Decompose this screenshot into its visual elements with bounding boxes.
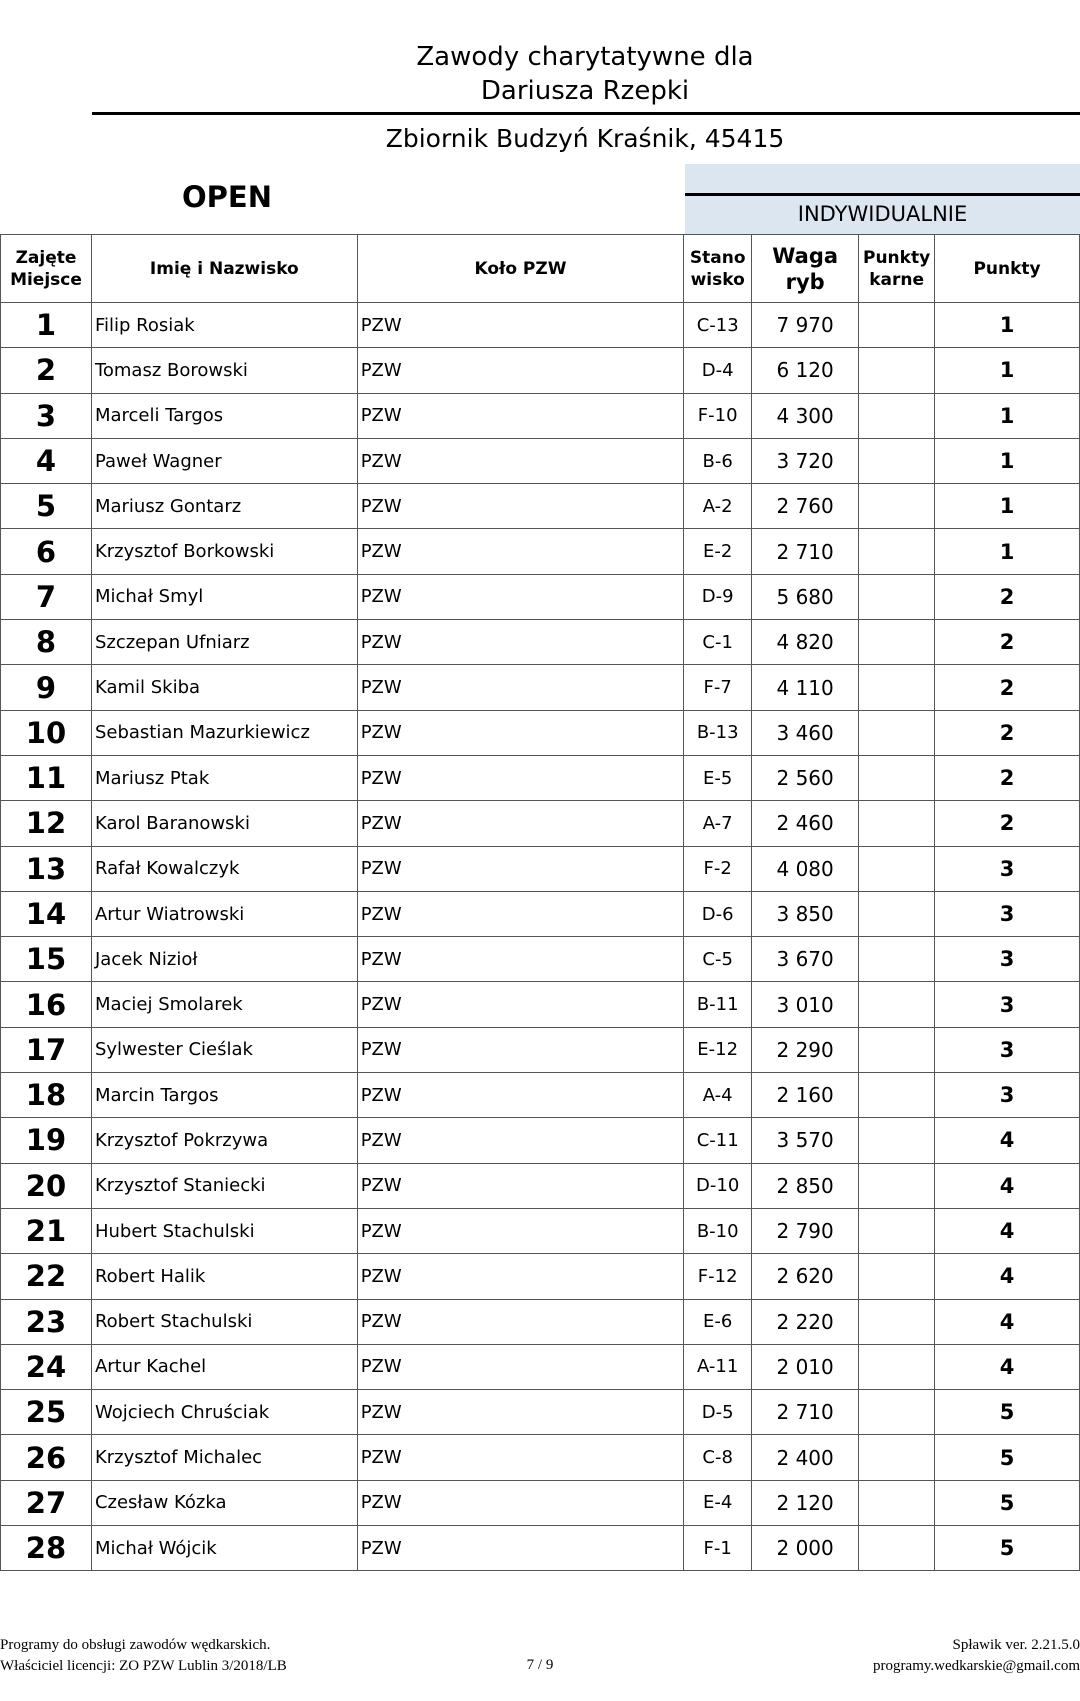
row-place: 23 xyxy=(1,1299,92,1344)
row-waga: 2 290 xyxy=(752,1027,859,1072)
row-name: Marceli Targos xyxy=(91,393,357,438)
table-row xyxy=(1,529,1080,574)
row-punkty: 5 xyxy=(935,1526,1080,1571)
row-waga: 4 110 xyxy=(752,665,859,710)
row-penalty xyxy=(859,438,935,483)
table-row xyxy=(1,801,1080,846)
row-name: Karol Baranowski xyxy=(91,801,357,846)
row-stanowisko: D-4 xyxy=(684,348,752,393)
row-place: 6 xyxy=(1,529,92,574)
row-name: Wojciech Chruściak xyxy=(91,1390,357,1435)
row-club: PZW xyxy=(357,438,684,483)
row-punkty: 3 xyxy=(935,846,1080,891)
row-stanowisko: C-8 xyxy=(684,1435,752,1480)
row-name: Hubert Stachulski xyxy=(91,1208,357,1253)
row-waga: 2 790 xyxy=(752,1208,859,1253)
row-punkty: 1 xyxy=(935,393,1080,438)
row-punkty: 3 xyxy=(935,1027,1080,1072)
row-place: 4 xyxy=(1,438,92,483)
row-punkty: 3 xyxy=(935,891,1080,936)
table-row xyxy=(1,484,1080,529)
row-penalty xyxy=(859,1254,935,1299)
row-place: 10 xyxy=(1,710,92,755)
row-waga: 2 400 xyxy=(752,1435,859,1480)
venue-subtitle: Zbiornik Budzyń Kraśnik, 45415 xyxy=(385,124,785,153)
row-club: PZW xyxy=(357,484,684,529)
row-stanowisko: E-6 xyxy=(684,1299,752,1344)
row-place: 13 xyxy=(1,846,92,891)
row-club: PZW xyxy=(357,1299,684,1344)
row-waga: 2 710 xyxy=(752,1390,859,1435)
row-club: PZW xyxy=(357,982,684,1027)
row-penalty xyxy=(859,710,935,755)
row-punkty: 2 xyxy=(935,665,1080,710)
row-waga: 2 010 xyxy=(752,1344,859,1389)
row-place: 26 xyxy=(1,1435,92,1480)
row-punkty: 3 xyxy=(935,937,1080,982)
table-row xyxy=(1,1163,1080,1208)
row-place: 9 xyxy=(1,665,92,710)
row-penalty xyxy=(859,1344,935,1389)
row-punkty: 4 xyxy=(935,1299,1080,1344)
row-waga: 4 820 xyxy=(752,620,859,665)
row-name: Krzysztof Michalec xyxy=(91,1435,357,1480)
row-stanowisko: B-6 xyxy=(684,438,752,483)
table-row xyxy=(1,1435,1080,1480)
row-waga: 2 220 xyxy=(752,1299,859,1344)
row-waga: 7 970 xyxy=(752,303,859,348)
row-name: Tomasz Borowski xyxy=(91,348,357,393)
row-stanowisko: F-7 xyxy=(684,665,752,710)
row-place: 2 xyxy=(1,348,92,393)
row-penalty xyxy=(859,1299,935,1344)
row-waga: 2 460 xyxy=(752,801,859,846)
row-punkty: 4 xyxy=(935,1344,1080,1389)
row-waga: 3 570 xyxy=(752,1118,859,1163)
row-waga: 3 010 xyxy=(752,982,859,1027)
row-club: PZW xyxy=(357,1390,684,1435)
row-name: Czesław Kózka xyxy=(91,1480,357,1525)
row-name: Sebastian Mazurkiewicz xyxy=(91,710,357,755)
title-divider xyxy=(92,112,1080,115)
table-row xyxy=(1,348,1080,393)
row-stanowisko: D-10 xyxy=(684,1163,752,1208)
row-punkty: 3 xyxy=(935,982,1080,1027)
row-club: PZW xyxy=(357,1254,684,1299)
row-place: 20 xyxy=(1,1163,92,1208)
table-row xyxy=(1,620,1080,665)
row-place: 7 xyxy=(1,574,92,619)
row-punkty: 5 xyxy=(935,1390,1080,1435)
row-place: 15 xyxy=(1,937,92,982)
row-stanowisko: C-13 xyxy=(684,303,752,348)
footer-license-text: Właściciel licencji: ZO PZW Lublin 3/2018/LB xyxy=(0,1658,287,1674)
row-penalty xyxy=(859,484,935,529)
footer-email-text: programy.wedkarskie@gmail.com xyxy=(873,1658,1080,1674)
row-stanowisko: C-1 xyxy=(684,620,752,665)
row-name: Sylwester Cieślak xyxy=(91,1027,357,1072)
row-club: PZW xyxy=(357,1118,684,1163)
row-punkty: 5 xyxy=(935,1480,1080,1525)
section-label: INDYWIDUALNIE xyxy=(797,202,968,226)
row-punkty: 4 xyxy=(935,1208,1080,1253)
row-club: PZW xyxy=(357,801,684,846)
row-club: PZW xyxy=(357,620,684,665)
footer-software-text: Programy do obsługi zawodów wędkarskich. xyxy=(0,1637,271,1653)
row-punkty: 1 xyxy=(935,303,1080,348)
row-stanowisko: F-1 xyxy=(684,1526,752,1571)
row-club: PZW xyxy=(357,937,684,982)
row-club: PZW xyxy=(357,574,684,619)
category-label: OPEN xyxy=(182,180,272,214)
row-penalty xyxy=(859,1208,935,1253)
row-waga: 3 720 xyxy=(752,438,859,483)
row-club: PZW xyxy=(357,303,684,348)
table-row xyxy=(1,1027,1080,1072)
row-punkty: 4 xyxy=(935,1254,1080,1299)
table-row xyxy=(1,438,1080,483)
row-penalty xyxy=(859,1480,935,1525)
row-stanowisko: A-4 xyxy=(684,1073,752,1118)
row-place: 1 xyxy=(1,303,92,348)
table-row xyxy=(1,1073,1080,1118)
table-row xyxy=(1,574,1080,619)
row-punkty: 2 xyxy=(935,574,1080,619)
table-row xyxy=(1,1118,1080,1163)
row-name: Filip Rosiak xyxy=(91,303,357,348)
table-row xyxy=(1,665,1080,710)
row-place: 24 xyxy=(1,1344,92,1389)
row-club: PZW xyxy=(357,846,684,891)
row-penalty xyxy=(859,982,935,1027)
row-waga: 2 000 xyxy=(752,1526,859,1571)
row-waga: 2 850 xyxy=(752,1163,859,1208)
row-place: 14 xyxy=(1,891,92,936)
row-place: 12 xyxy=(1,801,92,846)
row-name: Artur Kachel xyxy=(91,1344,357,1389)
row-name: Robert Halik xyxy=(91,1254,357,1299)
row-waga: 3 850 xyxy=(752,891,859,936)
row-penalty xyxy=(859,755,935,800)
row-penalty xyxy=(859,1163,935,1208)
row-stanowisko: B-11 xyxy=(684,982,752,1027)
row-punkty: 1 xyxy=(935,484,1080,529)
table-row xyxy=(1,755,1080,800)
col-header-place: Zajęte Miejsce xyxy=(1,235,92,303)
row-punkty: 4 xyxy=(935,1163,1080,1208)
table-row xyxy=(1,1208,1080,1253)
row-name: Mariusz Gontarz xyxy=(91,484,357,529)
row-waga: 2 560 xyxy=(752,755,859,800)
row-stanowisko: E-2 xyxy=(684,529,752,574)
row-stanowisko: D-6 xyxy=(684,891,752,936)
footer-right xyxy=(740,1635,1080,1677)
row-stanowisko: C-5 xyxy=(684,937,752,982)
row-club: PZW xyxy=(357,1163,684,1208)
row-waga: 2 760 xyxy=(752,484,859,529)
row-club: PZW xyxy=(357,665,684,710)
row-place: 17 xyxy=(1,1027,92,1072)
row-penalty xyxy=(859,846,935,891)
row-waga: 2 160 xyxy=(752,1073,859,1118)
table-row xyxy=(1,982,1080,1027)
row-punkty: 2 xyxy=(935,801,1080,846)
row-waga: 3 460 xyxy=(752,710,859,755)
row-stanowisko: A-11 xyxy=(684,1344,752,1389)
row-penalty xyxy=(859,303,935,348)
row-stanowisko: D-9 xyxy=(684,574,752,619)
row-stanowisko: F-12 xyxy=(684,1254,752,1299)
row-punkty: 1 xyxy=(935,529,1080,574)
row-penalty xyxy=(859,891,935,936)
row-place: 8 xyxy=(1,620,92,665)
row-waga: 3 670 xyxy=(752,937,859,982)
row-place: 19 xyxy=(1,1118,92,1163)
row-penalty xyxy=(859,801,935,846)
row-club: PZW xyxy=(357,1208,684,1253)
row-place: 3 xyxy=(1,393,92,438)
footer-version-text: Spławik ver. 2.21.5.0 xyxy=(952,1637,1080,1653)
row-punkty: 1 xyxy=(935,438,1080,483)
row-name: Michał Wójcik xyxy=(91,1526,357,1571)
table-row xyxy=(1,891,1080,936)
row-place: 21 xyxy=(1,1208,92,1253)
row-name: Artur Wiatrowski xyxy=(91,891,357,936)
row-club: PZW xyxy=(357,529,684,574)
row-penalty xyxy=(859,665,935,710)
row-stanowisko: A-7 xyxy=(684,801,752,846)
row-penalty xyxy=(859,1027,935,1072)
row-club: PZW xyxy=(357,393,684,438)
row-name: Krzysztof Borkowski xyxy=(91,529,357,574)
row-club: PZW xyxy=(357,1344,684,1389)
row-place: 28 xyxy=(1,1526,92,1571)
table-row xyxy=(1,1480,1080,1525)
row-place: 22 xyxy=(1,1254,92,1299)
row-name: Jacek Nizioł xyxy=(91,937,357,982)
page-number: 7 / 9 xyxy=(526,1657,554,1673)
row-club: PZW xyxy=(357,1073,684,1118)
row-stanowisko: E-5 xyxy=(684,755,752,800)
row-name: Krzysztof Staniecki xyxy=(91,1163,357,1208)
row-name: Kamil Skiba xyxy=(91,665,357,710)
row-club: PZW xyxy=(357,710,684,755)
row-place: 11 xyxy=(1,755,92,800)
row-punkty: 1 xyxy=(935,348,1080,393)
row-stanowisko: C-11 xyxy=(684,1118,752,1163)
row-punkty: 3 xyxy=(935,1073,1080,1118)
col-header-club: Koło PZW xyxy=(357,235,684,303)
table-row xyxy=(1,937,1080,982)
col-header-karne: Punkty karne xyxy=(859,235,935,303)
table-row xyxy=(1,1299,1080,1344)
row-club: PZW xyxy=(357,1027,684,1072)
row-waga: 5 680 xyxy=(752,574,859,619)
row-penalty xyxy=(859,1118,935,1163)
results-table xyxy=(0,234,1080,1571)
row-stanowisko: F-2 xyxy=(684,846,752,891)
row-penalty xyxy=(859,1526,935,1571)
row-penalty xyxy=(859,574,935,619)
row-club: PZW xyxy=(357,755,684,800)
table-row xyxy=(1,393,1080,438)
row-punkty: 5 xyxy=(935,1435,1080,1480)
table-row xyxy=(1,1390,1080,1435)
row-stanowisko: E-12 xyxy=(684,1027,752,1072)
col-header-stanowisko: Stano wisko xyxy=(684,235,752,303)
row-name: Robert Stachulski xyxy=(91,1299,357,1344)
row-place: 27 xyxy=(1,1480,92,1525)
row-name: Maciej Smolarek xyxy=(91,982,357,1027)
row-penalty xyxy=(859,620,935,665)
row-penalty xyxy=(859,348,935,393)
row-penalty xyxy=(859,1435,935,1480)
document-title-name: Dariusza Rzepki xyxy=(480,76,690,106)
row-penalty xyxy=(859,393,935,438)
row-penalty xyxy=(859,937,935,982)
row-stanowisko: B-10 xyxy=(684,1208,752,1253)
row-stanowisko: E-4 xyxy=(684,1480,752,1525)
row-name: Marcin Targos xyxy=(91,1073,357,1118)
row-stanowisko: D-5 xyxy=(684,1390,752,1435)
table-header-row xyxy=(1,235,1080,303)
row-club: PZW xyxy=(357,1480,684,1525)
row-name: Mariusz Ptak xyxy=(91,755,357,800)
row-name: Rafał Kowalczyk xyxy=(91,846,357,891)
row-club: PZW xyxy=(357,1435,684,1480)
table-row xyxy=(1,1254,1080,1299)
row-waga: 6 120 xyxy=(752,348,859,393)
row-penalty xyxy=(859,1073,935,1118)
row-stanowisko: A-2 xyxy=(684,484,752,529)
row-penalty xyxy=(859,1390,935,1435)
table-row xyxy=(1,846,1080,891)
row-name: Paweł Wagner xyxy=(91,438,357,483)
table-row xyxy=(1,1526,1080,1571)
row-waga: 4 300 xyxy=(752,393,859,438)
row-waga: 2 120 xyxy=(752,1480,859,1525)
row-penalty xyxy=(859,529,935,574)
row-punkty: 2 xyxy=(935,710,1080,755)
row-punkty: 2 xyxy=(935,755,1080,800)
row-club: PZW xyxy=(357,1526,684,1571)
row-waga: 4 080 xyxy=(752,846,859,891)
row-waga: 2 710 xyxy=(752,529,859,574)
row-place: 16 xyxy=(1,982,92,1027)
row-club: PZW xyxy=(357,348,684,393)
col-header-punkty: Punkty xyxy=(935,235,1080,303)
row-place: 5 xyxy=(1,484,92,529)
row-stanowisko: F-10 xyxy=(684,393,752,438)
row-club: PZW xyxy=(357,891,684,936)
footer-left xyxy=(0,1635,340,1677)
row-name: Michał Smyl xyxy=(91,574,357,619)
row-place: 18 xyxy=(1,1073,92,1118)
table-row xyxy=(1,303,1080,348)
row-punkty: 4 xyxy=(935,1118,1080,1163)
row-punkty: 2 xyxy=(935,620,1080,665)
col-header-name: Imię i Nazwisko xyxy=(91,235,357,303)
row-place: 25 xyxy=(1,1390,92,1435)
row-waga: 2 620 xyxy=(752,1254,859,1299)
row-stanowisko: B-13 xyxy=(684,710,752,755)
document-title: Zawody charytatywne dla xyxy=(416,42,754,72)
section-header-rule xyxy=(685,193,1080,196)
table-row xyxy=(1,710,1080,755)
table-row xyxy=(1,1344,1080,1389)
row-name: Krzysztof Pokrzywa xyxy=(91,1118,357,1163)
row-name: Szczepan Ufniarz xyxy=(91,620,357,665)
col-header-waga: Waga ryb xyxy=(752,235,859,303)
